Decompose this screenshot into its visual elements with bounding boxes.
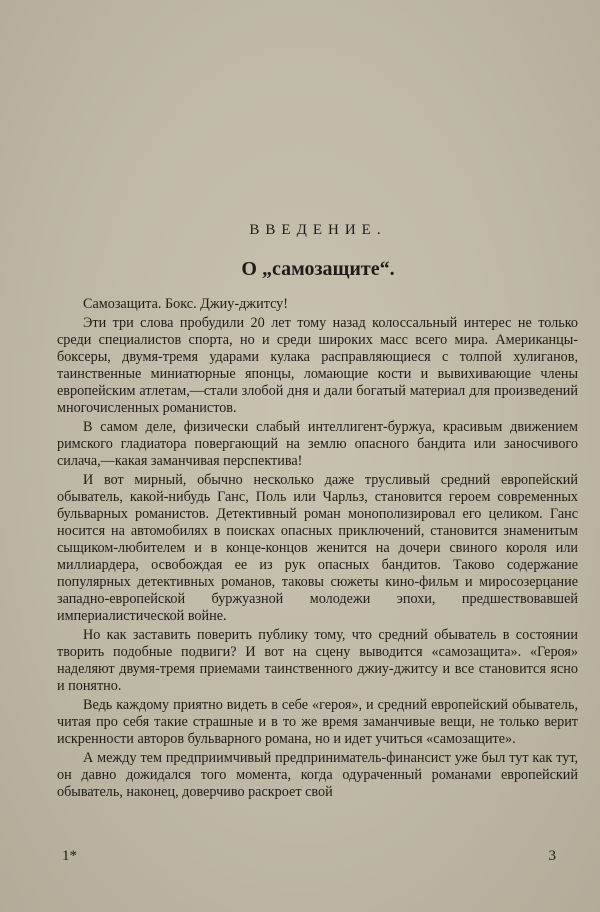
- chapter-title: О „самозащите“.: [241, 258, 395, 280]
- body-text: [57, 296, 578, 803]
- section-title: ВВЕДЕНИЕ.: [249, 222, 387, 238]
- paragraph: Самозащита. Бокс. Джиу-джитсу!: [83, 296, 288, 312]
- page-number: 3: [548, 848, 556, 864]
- paragraph: А между тем предприимчивый предприниматель-финансист уже был тут как тут, он давно дожидался того момента, когда одураченный романами европейский обыватель, наконец, доверчиво раскроет свой: [57, 750, 578, 800]
- printer-signature: 1*: [62, 848, 77, 864]
- paragraph: Ведь каждому приятно видеть в себе «героя», и средний европейский обыватель, читая про себя такие страшные и в то же время заманчивые вещи, не только верит искренности авторов бульварного романа, но и идет учиться «самозащите».: [57, 697, 578, 747]
- paragraph: Но как заставить поверить публику тому, что средний обыватель в состоянии творить подобные подвиги? И вот на сцену выводится «самозащита». «Героя» наделяют двумя-тремя приемами таинственного джиу-джитсу и все становится ясно и понятно.: [57, 627, 578, 694]
- paragraph: В самом деле, физически слабый интеллигент-буржуа, красивым движением римского гладиатора повергающий на землю опасного бандита или заносчивого силача,—какая заманчивая перспектива!: [57, 419, 578, 469]
- paragraph: Эти три слова пробудили 20 лет тому назад колоссальный интерес не только среди специалистов спорта, но и среди широких масс всего мира. Американцы-боксеры, двумя-тремя ударами кулака расправляющиеся с толпой хулиганов, таинственные миниатюрные японцы, ломающие кости и вывихивающие члены европейским атлетам,—стали злобой дня и дали богатый материал для произведений многочисленных романистов.: [57, 315, 578, 416]
- paragraph: И вот мирный, обычно несколько даже трусливый средний европейский обыватель, какой-нибудь Ганс, Поль или Чарльз, становится героем современных бульварных романистов. Детективный роман монополизировал его целиком. Ганс носится на автомобилях в поисках опасных приключений, становится знаменитым сыщиком-любителем и в конце-концов женится на дочери свиного короля или миллиардера, освобождая ее из рук опасных бандитов. Таково содержание популярных детективных романов, таковы сюжеты кино-фильм и миросозерцание западно-европейской буржуазной молодежи эпохи, предшествовавшей империалистической войне.: [57, 472, 578, 624]
